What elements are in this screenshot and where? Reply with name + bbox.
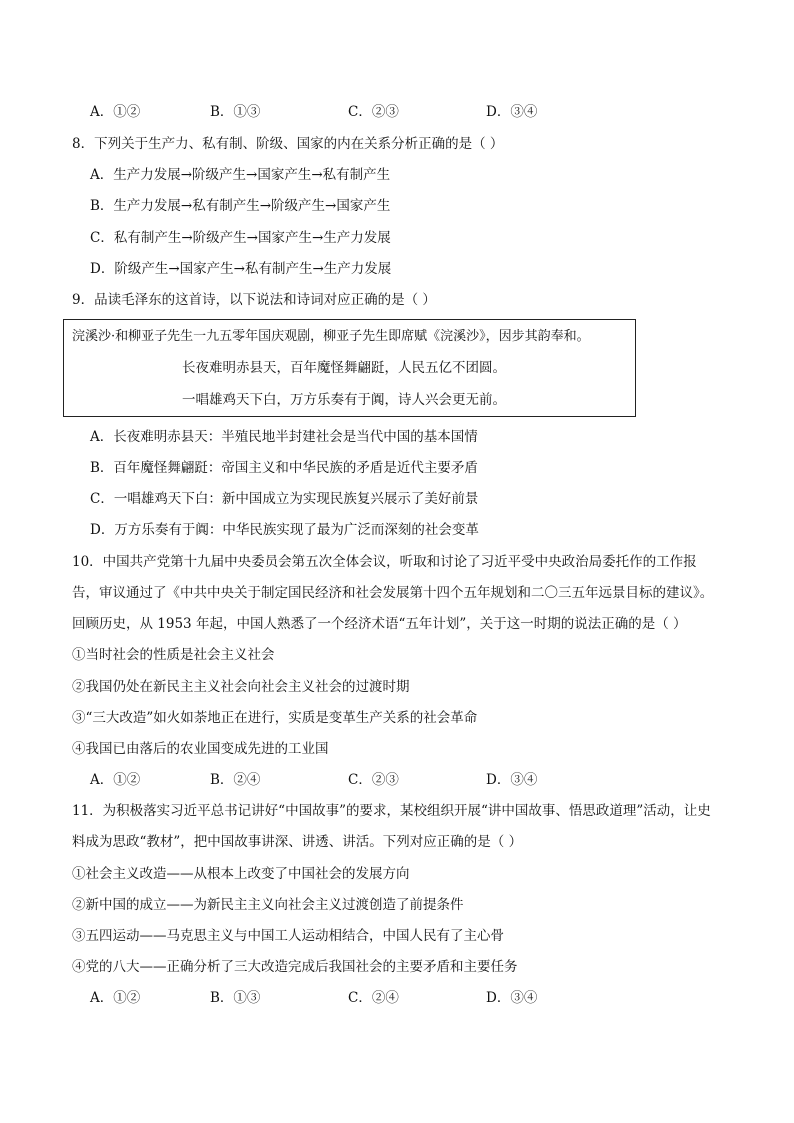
q10-stem-line-3: 回顾历史，从 1953 年起，中国人熟悉了一个经济术语“五年计划”，关于这一时期的说法正确的是（ ） [72, 616, 687, 632]
q11-statement-2: ②新中国的成立——为新民主主义向社会主义过渡创造了前提条件 [72, 897, 464, 913]
q9-choice-b: B．百年魔怪舞翩跹：帝国主义和中华民族的矛盾是近代主要矛盾 [90, 460, 478, 476]
q11-option-c: C．②④ [348, 990, 399, 1006]
q11-statement-3: ③五四运动——马克思主义与中国工人运动相结合，中国人民有了主心骨 [72, 928, 504, 944]
q7-option-d: D．③④ [486, 104, 538, 120]
q11-statement-4: ④党的八大——正确分析了三大改造完成后我国社会的主要矛盾和主要任务 [72, 959, 518, 975]
q11-statement-1: ①社会主义改造——从根本上改变了中国社会的发展方向 [72, 866, 410, 882]
q9-choice-d: D．万方乐奏有于阗：中华民族实现了最为广泛而深刻的社会变革 [90, 522, 479, 538]
q9-choice-c: C．一唱雄鸡天下白：新中国成立为实现民族复兴展示了美好前景 [90, 491, 479, 507]
q10-statement-3: ③“三大改造”如火如荼地正在进行，实质是变革生产关系的社会革命 [72, 710, 478, 726]
q10-statement-4: ④我国已由落后的农业国变成先进的工业国 [72, 741, 329, 757]
q9-poem-intro: 浣溪沙·和柳亚子先生一九五零年国庆观剧，柳亚子先生即席赋《浣溪沙》，因步其韵奉和。 [72, 329, 590, 344]
q10-option-d: D．③④ [486, 772, 538, 788]
q8-choice-b: B．生产力发展→私有制产生→阶级产生→国家产生 [90, 198, 391, 214]
q7-option-b: B．①③ [210, 104, 261, 120]
q9-choice-a: A．长夜难明赤县天：半殖民地半封建社会是当代中国的基本国情 [90, 429, 478, 445]
q11-options [90, 989, 650, 1007]
q9-stem: 9．品读毛泽东的这首诗，以下说法和诗词对应正确的是（ ） [72, 292, 436, 308]
q9-poem-line-2: 一唱雄鸡天下白，万方乐奏有于阗，诗人兴会更无前。 [182, 392, 506, 408]
q11-option-d: D．③④ [486, 990, 538, 1006]
q10-option-a: A．①② [90, 772, 141, 788]
q10-stem-line-1: 10．中国共产党第十九届中央委员会第五次全体会议，听取和讨论了习近平受中央政治局委托作的工作报 [72, 554, 697, 570]
q7-option-c: C．②③ [348, 104, 399, 120]
q10-stem-line-2: 告，审议通过了《中共中央关于制定国民经济和社会发展第十四个五年规划和二〇三五年远景目标的建议》。 [72, 585, 714, 601]
q7-options [90, 103, 650, 121]
q10-option-b: B．②④ [210, 772, 261, 788]
q10-options [90, 771, 650, 789]
q11-option-b: B．①③ [210, 990, 261, 1006]
q11-stem-line-2: 料成为思政“教材”，把中国故事讲深、讲透、讲活。下列对应正确的是（ ） [72, 834, 523, 850]
q10-statement-2: ②我国仍处在新民主主义社会向社会主义社会的过渡时期 [72, 679, 410, 695]
q9-poem-line-1: 长夜难明赤县天，百年魔怪舞翩跹，人民五亿不团圆。 [182, 360, 506, 376]
q8-choice-c: C．私有制产生→阶级产生→国家产生→生产力发展 [90, 230, 391, 246]
q11-option-a: A．①② [90, 990, 141, 1006]
q8-choice-d: D．阶级产生→国家产生→私有制产生→生产力发展 [90, 261, 392, 277]
q8-choice-a: A．生产力发展→阶级产生→国家产生→私有制产生 [90, 167, 391, 183]
q11-stem-line-1: 11．为积极落实习近平总书记讲好“中国故事”的要求，某校组织开展“讲中国故事、悟思政道理”活动，让史 [72, 803, 711, 819]
q7-option-a: A．①② [90, 104, 141, 120]
q10-option-c: C．②③ [348, 772, 399, 788]
q8-stem: 8．下列关于生产力、私有制、阶级、国家的内在关系分析正确的是（ ） [72, 136, 504, 152]
q10-statement-1: ①当时社会的性质是社会主义社会 [72, 647, 275, 663]
